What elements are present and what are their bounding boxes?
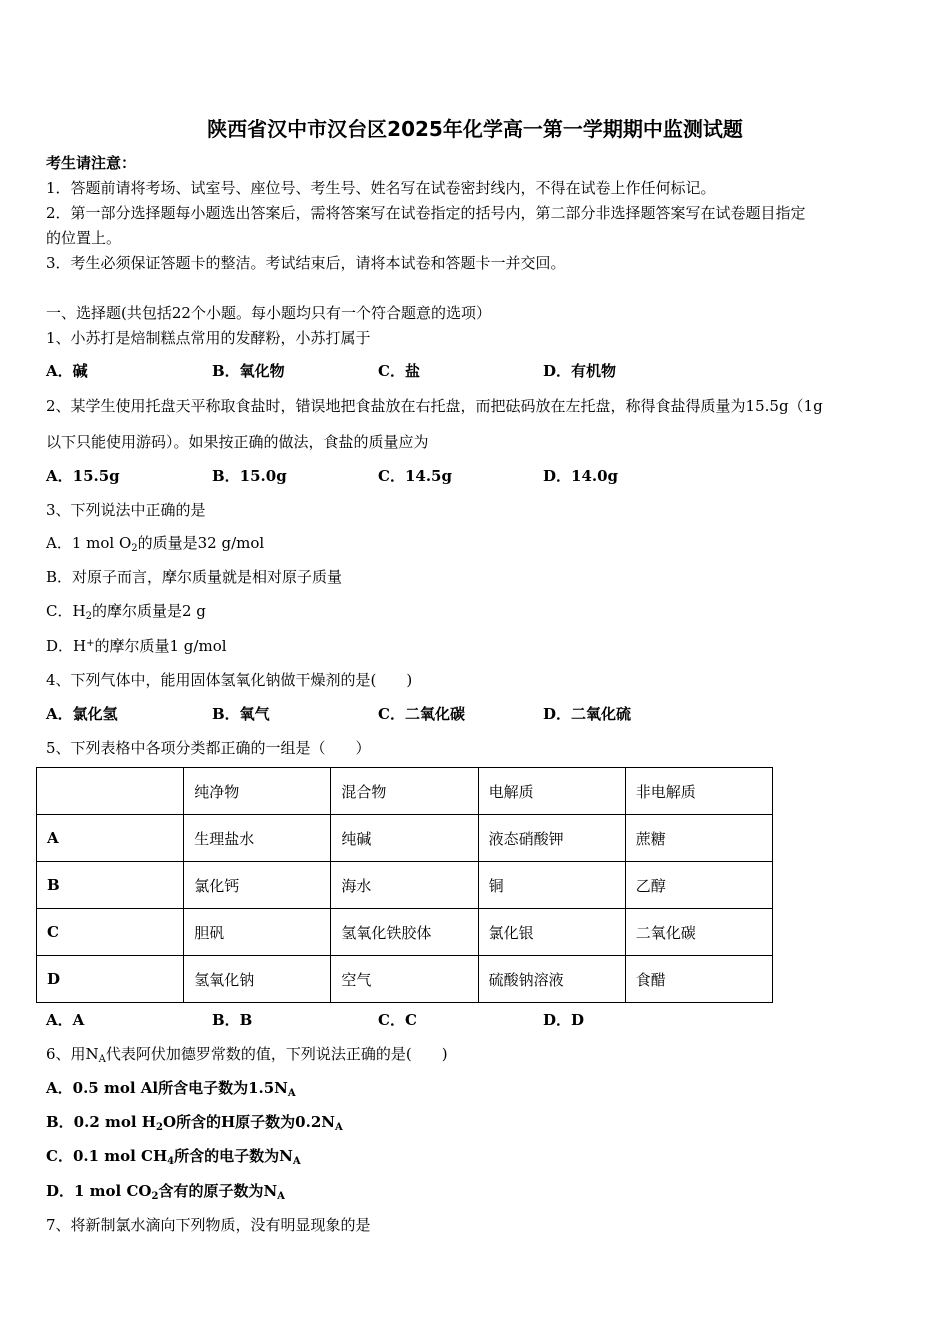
section-heading: 一、选择题(共包括22个小题。每小题均只有一个符合题意的选项） [46,304,491,322]
table-cell: 液态硝酸钾 [478,815,625,862]
notice-item: 2．第一部分选择题每小题选出答案后，需将答案写在试卷指定的括号内，第二部分非选择题答案写在试卷题目指定 [46,204,806,222]
q4-option-d: D．二氧化硫 [543,705,632,723]
table-cell [37,768,184,815]
table-cell: A [37,815,184,862]
q4-option-c: C．二氧化碳 [378,705,465,723]
notice-item: 1．答题前请将考场、试室号、座位号、考生号、姓名写在试卷密封线内，不得在试卷上作任何标记。 [46,179,716,197]
question-3-stem: 3、下列说法中正确的是 [46,501,206,519]
notice-item: 3．考生必须保证答题卡的整洁。考试结束后，请将本试卷和答题卡一并交回。 [46,254,566,272]
q5-option-a: A．A [46,1011,85,1029]
table-cell: 氯化钙 [184,862,331,909]
q2-option-c: C．14.5g [378,467,452,485]
notice-heading: 考生请注意： [46,154,137,172]
q6-option-d: D．1 mol $CO_2$含有的原子数为$N_A$ [46,1182,285,1202]
table-cell: 氯化银 [478,909,625,956]
table-cell: 电解质 [478,768,625,815]
table-cell: 食醋 [625,956,772,1003]
table-cell: 纯碱 [331,815,478,862]
q5-option-c: C．C [378,1011,417,1029]
table-cell: B [37,862,184,909]
q5-option-d: D．D [543,1011,585,1029]
table-cell: 混合物 [331,768,478,815]
q1-option-a: A．碱 [46,362,88,380]
question-7-stem: 7、将新制氯水滴向下列物质，没有明显现象的是 [46,1216,371,1234]
q2-option-a: A．15.5g [46,467,120,485]
q1-option-d: D．有机物 [543,362,617,380]
table-row [37,862,773,909]
table-cell: 二氧化碳 [625,909,772,956]
table-cell: 胆矾 [184,909,331,956]
q4-option-b: B．氧气 [212,705,270,723]
table-cell: D [37,956,184,1003]
q6-option-c: C．0.1 mol $CH_4$所含的电子数为$N_A$ [46,1147,301,1167]
q4-option-a: A．氯化氢 [46,705,118,723]
question-4-stem: 4、下列气体中，能用固体氢氧化钠做干燥剂的是( ) [46,671,413,689]
table-row [37,956,773,1003]
table-cell: 生理盐水 [184,815,331,862]
table-cell: 蔗糖 [625,815,772,862]
q6-option-b: B．0.2 mol $H_2O$所含的H原子数为$0.2N_A$ [46,1113,343,1133]
question-6-stem: 6、用$N_A$代表阿伏加德罗常数的值，下列说法正确的是( ) [46,1045,448,1065]
q5-option-b: B．B [212,1011,253,1029]
q3-option-d: D．H+的摩尔质量1 g/mol [46,637,227,655]
table-cell: C [37,909,184,956]
page-title: 陕西省汉中市汉台区2025年化学高一第一学期期中监测试题 [207,117,743,141]
table-cell: 硫酸钠溶液 [478,956,625,1003]
q1-option-b: B．氧化物 [212,362,285,380]
table-cell: 空气 [331,956,478,1003]
table-cell: 纯净物 [184,768,331,815]
q3-option-a: A．1 mol $O_2$的质量是32 g/mol [46,534,265,554]
table-cell: 海水 [331,862,478,909]
table-cell: 氢氧化钠 [184,956,331,1003]
q3-option-b: B．对原子而言，摩尔质量就是相对原子质量 [46,568,343,586]
table-cell: 非电解质 [625,768,772,815]
table-cell: 乙醇 [625,862,772,909]
table-cell: 铜 [478,862,625,909]
question-5-stem: 5、下列表格中各项分类都正确的一组是（ ） [46,739,371,757]
q1-option-c: C．盐 [378,362,420,380]
question-1-stem: 1、小苏打是焙制糕点常用的发酵粉，小苏打属于 [46,329,371,347]
q2-option-b: B．15.0g [212,467,287,485]
table-cell: 氢氧化铁胶体 [331,909,478,956]
notice-item: 的位置上。 [46,229,122,247]
table-header-row [37,768,773,815]
q6-option-a: A．0.5 mol Al所含电子数为$1.5N_A$ [46,1079,296,1099]
classification-table [36,767,773,1003]
table-row [37,815,773,862]
q3-option-c: C．$H_2$的摩尔质量是2 g [46,602,206,622]
question-2-stem-cont: 以下只能使用游码）。如果按正确的做法，食盐的质量应为 [46,433,429,451]
question-2-stem: 2、某学生使用托盘天平称取食盐时，错误地把食盐放在右托盘，而把砝码放在左托盘，称得食盐得质量为15.5g（1g [46,397,823,415]
table-row [37,909,773,956]
q2-option-d: D．14.0g [543,467,619,485]
